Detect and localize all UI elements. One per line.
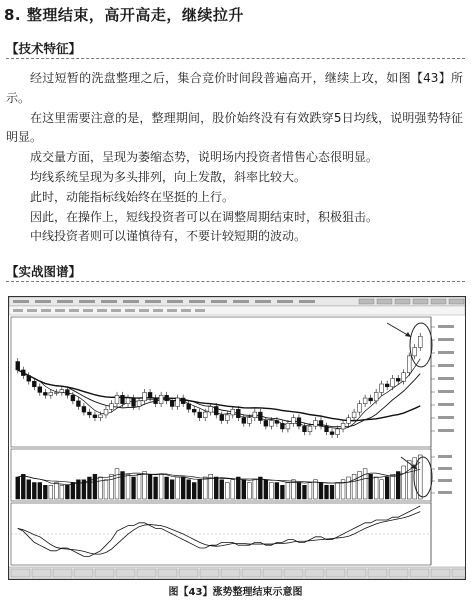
bottom-tab <box>74 569 93 577</box>
bottom-tab <box>242 569 261 577</box>
volume-bar <box>65 485 69 499</box>
price-axis-ticks <box>431 325 454 494</box>
candle <box>253 412 257 418</box>
candle <box>269 421 273 427</box>
toolbar-button <box>413 299 428 304</box>
volume-bar <box>325 485 329 499</box>
volume-bar <box>347 477 351 499</box>
toolbar-button <box>299 300 315 303</box>
candle <box>214 406 218 414</box>
volume-bar <box>187 480 191 499</box>
volume-bar <box>303 485 307 499</box>
paragraph: 此时，动能指标线始终在坚挺的上行。 <box>30 189 235 204</box>
section-divider <box>6 58 465 59</box>
bottom-tab <box>116 569 135 577</box>
axis-tick-label <box>438 429 454 432</box>
volume-bar <box>297 483 301 500</box>
candle <box>115 395 119 403</box>
candle <box>275 421 279 424</box>
volume-bar <box>115 469 119 499</box>
candle <box>99 415 103 418</box>
stock-chart <box>9 297 465 579</box>
candlesticks <box>16 333 422 438</box>
candle <box>65 390 69 396</box>
volume-bar <box>192 483 196 500</box>
volume-bar <box>27 480 31 499</box>
volume-bar <box>402 466 406 499</box>
page-heading: 8. 整理结束，高开高走，继续拉升 <box>4 6 244 24</box>
volume-bar <box>220 480 224 499</box>
toolbar-button <box>211 300 227 303</box>
indicator-lines <box>11 506 431 556</box>
candle <box>380 384 384 392</box>
candle <box>341 423 345 429</box>
volume-bar <box>143 472 147 500</box>
toolbar-button <box>359 299 374 304</box>
volume-bar <box>385 477 389 499</box>
candle <box>159 395 163 403</box>
volume-bar <box>336 483 340 500</box>
bottom-tab <box>452 569 465 577</box>
volume-bar <box>137 474 141 499</box>
volume-bar <box>165 477 169 499</box>
candle <box>407 356 411 373</box>
candle <box>192 409 196 412</box>
info-field <box>139 309 149 312</box>
paragraph: 因此，在操作上，短线投资者可以在调整周期结束时，积极狙击。 <box>30 209 379 224</box>
axis-tick-label <box>438 467 452 470</box>
candle <box>402 373 406 381</box>
candle <box>21 370 25 376</box>
volume-bar <box>32 483 36 500</box>
volume-bar <box>154 477 158 499</box>
volume-bar <box>247 483 251 500</box>
moving-average-lines <box>18 359 420 429</box>
candle <box>110 404 114 410</box>
bottom-tab <box>221 569 240 577</box>
candle <box>165 395 169 401</box>
candle <box>347 418 351 424</box>
volume-bar <box>225 483 229 500</box>
candle <box>170 401 174 407</box>
volume-bar <box>280 485 284 499</box>
section-title-features: 【技术特征】 <box>6 41 82 56</box>
candle <box>314 421 318 427</box>
toolbar-button <box>57 300 73 303</box>
bottom-tab <box>326 569 345 577</box>
candle <box>38 387 42 393</box>
volume-bar <box>319 483 323 500</box>
toolbar-button <box>145 300 161 303</box>
bottom-tab <box>158 569 177 577</box>
volume-bar <box>330 485 334 499</box>
candle <box>93 415 97 418</box>
volume-bar <box>380 480 384 499</box>
volume-bar <box>181 477 185 499</box>
candle <box>148 392 152 398</box>
volume-bar <box>99 477 103 499</box>
candle <box>242 418 246 424</box>
candle <box>82 406 86 412</box>
bottom-tab <box>11 569 30 577</box>
volume-bar <box>60 485 64 499</box>
volume-bar <box>110 474 114 499</box>
toolbar-button <box>101 300 117 303</box>
info-field <box>181 309 191 312</box>
candle <box>374 392 378 400</box>
axis-tick-label <box>438 479 452 482</box>
volume-bar <box>374 477 378 499</box>
volume-bar <box>198 480 202 499</box>
figure-caption: 图【43】涨势整理结束示意图 <box>168 587 303 598</box>
info-field <box>13 309 23 312</box>
candle <box>71 395 75 401</box>
candle <box>176 398 180 406</box>
candle <box>418 336 422 347</box>
candle <box>363 398 367 404</box>
volume-bar <box>264 480 268 499</box>
volume-bar <box>236 477 240 499</box>
candle <box>220 415 224 421</box>
volume-bar <box>71 483 75 500</box>
volume-bar <box>49 485 53 499</box>
toolbar-button <box>395 299 410 304</box>
info-field <box>167 309 177 312</box>
volume-bar <box>16 477 20 499</box>
candle <box>231 409 235 415</box>
toolbar-button <box>167 300 183 303</box>
axis-tick-label <box>438 491 452 494</box>
bottom-tab <box>284 569 303 577</box>
candle <box>16 362 20 370</box>
paragraph: 经过短暂的洗盘整理之后，集合竞价时间段普遍高开，继续上攻，如图【43】所示。 <box>6 71 463 105</box>
info-field <box>97 309 107 312</box>
candle <box>198 412 202 418</box>
paragraph: 中线投资者则可以谨慎待有，不要计较短期的波动。 <box>30 229 307 244</box>
volume-bar <box>214 477 218 499</box>
volume-bar <box>286 483 290 500</box>
bottom-tabs <box>11 569 465 577</box>
bottom-tab <box>431 569 450 577</box>
candle <box>358 404 362 412</box>
candle <box>203 412 207 418</box>
volume-bar <box>308 483 312 500</box>
volume-bar <box>231 480 235 499</box>
bottom-tab <box>389 569 408 577</box>
volume-bars <box>16 455 422 499</box>
candle <box>154 398 158 404</box>
candle <box>43 392 47 395</box>
volume-bar <box>170 480 174 499</box>
volume-bar <box>275 483 279 500</box>
info-field <box>55 309 65 312</box>
volume-bar <box>54 483 58 500</box>
candle <box>330 432 334 435</box>
candle <box>325 426 329 432</box>
volume-bar <box>358 472 362 500</box>
bottom-tab <box>95 569 114 577</box>
volume-bar <box>121 472 125 500</box>
candle <box>308 426 312 432</box>
volume-bar <box>159 474 163 499</box>
bottom-tab <box>53 569 72 577</box>
bottom-tab <box>410 569 429 577</box>
candle <box>225 415 229 421</box>
candle <box>121 395 125 403</box>
candle <box>297 418 301 426</box>
volume-bar <box>253 480 257 499</box>
axis-tick-label <box>438 390 454 393</box>
axis-tick-label <box>438 377 454 380</box>
paragraph: 成交量方面，呈现为萎缩态势，说明场内投资者惜售心态很明显。 <box>30 150 379 165</box>
candle <box>76 401 80 407</box>
axis-tick-label <box>438 403 454 406</box>
volume-bar <box>391 474 395 499</box>
candle <box>126 398 130 404</box>
toolbar-button <box>431 299 446 304</box>
candle <box>413 347 417 355</box>
bottom-tab <box>263 569 282 577</box>
candle <box>32 381 36 387</box>
info-field <box>41 309 51 312</box>
toolbar-button <box>79 300 95 303</box>
candle <box>27 376 31 382</box>
toolbar-button <box>35 300 51 303</box>
paragraph: 在这里需要注意的是，整理期间，股价始终没有有效跌穿5日均线，说明强势特征明显。 <box>6 110 463 145</box>
volume-bar <box>418 455 422 499</box>
info-field <box>125 309 135 312</box>
candle <box>88 412 92 415</box>
volume-bar <box>21 474 25 499</box>
info-field <box>195 309 205 312</box>
section-divider <box>6 281 465 282</box>
bottom-tab <box>200 569 219 577</box>
toolbar-button <box>189 300 205 303</box>
volume-bar <box>203 477 207 499</box>
volume-bar <box>43 485 47 499</box>
candle <box>60 390 64 393</box>
volume-bar <box>352 474 356 499</box>
candle <box>104 409 108 415</box>
volume-bar <box>407 461 411 500</box>
toolbar-button <box>449 299 464 304</box>
toolbar-button <box>255 300 271 303</box>
candle <box>209 406 213 412</box>
axis-tick-label <box>438 351 454 354</box>
candle <box>258 412 262 420</box>
bottom-tab <box>137 569 156 577</box>
candle <box>286 423 290 429</box>
candle <box>187 404 191 410</box>
candle <box>132 398 136 406</box>
toolbar-button <box>277 300 293 303</box>
axis-tick-label <box>438 338 454 341</box>
volume-bar <box>148 474 152 499</box>
candle <box>369 398 373 401</box>
candle <box>181 398 185 404</box>
candle <box>137 401 141 407</box>
bottom-tab <box>32 569 51 577</box>
bottom-tab <box>347 569 366 577</box>
info-field <box>111 309 121 312</box>
toolbar-button <box>13 300 29 303</box>
toolbar-button <box>123 300 139 303</box>
info-field <box>83 309 93 312</box>
toolbar-button <box>233 300 249 303</box>
candle <box>280 423 284 429</box>
candle <box>385 384 389 387</box>
candle <box>247 418 251 424</box>
candle <box>391 378 395 386</box>
candle <box>303 426 307 432</box>
candle <box>143 392 147 400</box>
axis-tick-label <box>438 416 454 419</box>
indicator-line <box>18 512 420 555</box>
candle <box>336 429 340 435</box>
candle <box>352 412 356 418</box>
price-panel <box>11 317 431 447</box>
axis-tick-label <box>438 364 454 367</box>
axis-tick-label <box>438 325 454 328</box>
bottom-tab <box>305 569 324 577</box>
volume-bar <box>132 477 136 499</box>
paragraph: 均线系统呈现为多头排列，向上发散，斜率比较大。 <box>30 169 307 184</box>
axis-tick-label <box>438 455 452 458</box>
candle <box>54 392 58 393</box>
body-text <box>6 69 463 247</box>
volume-bar <box>38 483 42 500</box>
volume-bar <box>242 480 246 499</box>
candle <box>236 409 240 417</box>
candle <box>396 378 400 381</box>
stock-chart-figure <box>8 296 466 580</box>
candle <box>292 418 296 424</box>
section-title-chart: 【实战图谱】 <box>6 264 82 279</box>
bottom-tab <box>179 569 198 577</box>
volume-bar <box>363 469 367 499</box>
candle <box>319 421 323 427</box>
candle <box>49 392 53 395</box>
info-field <box>153 309 163 312</box>
volume-bar <box>93 474 97 499</box>
ma-line <box>18 359 420 429</box>
candle <box>264 421 268 427</box>
bottom-tab <box>368 569 387 577</box>
volume-bar <box>258 477 262 499</box>
volume-bar <box>104 480 108 499</box>
volume-bar <box>269 483 273 500</box>
volume-bar <box>126 474 130 499</box>
toolbar-button <box>377 299 392 304</box>
info-field <box>27 309 37 312</box>
info-field <box>69 309 79 312</box>
volume-bar <box>176 477 180 499</box>
